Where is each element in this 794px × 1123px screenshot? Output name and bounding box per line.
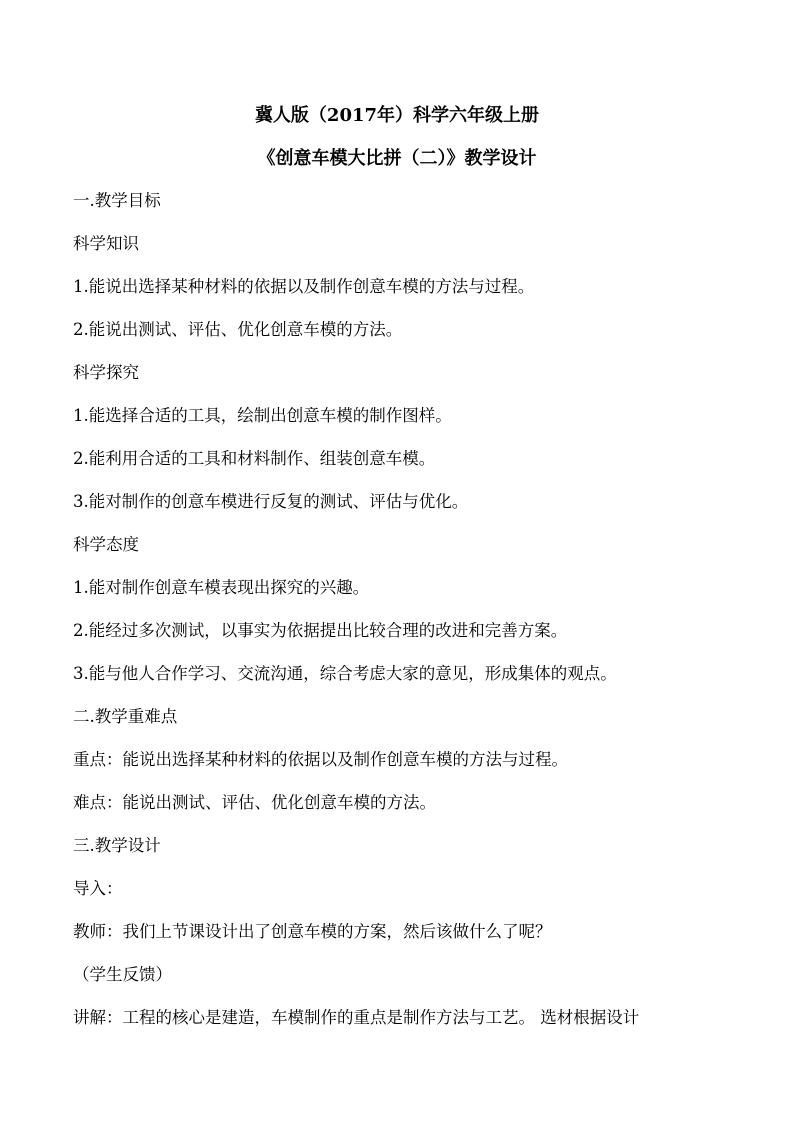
subheading-knowledge: 科学知识 — [73, 234, 139, 253]
paragraph-line: 2.能经过多次测试，以事实为依据提出比较合理的改进和完善方案。 — [73, 621, 568, 640]
paragraph-line: 2.能利用合适的工具和材料制作、组装创意车模。 — [73, 449, 436, 468]
paragraph-line: 1.能选择合适的工具，绘制出创意车模的制作图样。 — [73, 406, 452, 425]
paragraph-line: 3.能对制作的创意车模进行反复的测试、评估与优化。 — [73, 492, 469, 511]
paragraph-line: 2.能说出测试、评估、优化创意车模的方法。 — [73, 320, 403, 339]
paragraph-line: 讲解：工程的核心是建造，车模制作的重点是制作方法与工艺。 选材根据设计 — [73, 1008, 640, 1027]
paragraph-line: 重点：能说出选择某种材料的依据以及制作创意车模的方法与过程。 — [73, 750, 568, 769]
document-title-line-2: 《创意车模大比拼（二）》教学设计 — [257, 148, 537, 169]
paragraph-line: 3.能与他人合作学习、交流沟通，综合考虑大家的意见，形成集体的观点。 — [73, 664, 617, 683]
paragraph-line: 导入： — [73, 879, 123, 898]
paragraph-line: 难点：能说出测试、评估、优化创意车模的方法。 — [73, 793, 436, 812]
paragraph-line: 1.能说出选择某种材料的依据以及制作创意车模的方法与过程。 — [73, 277, 535, 296]
subheading-inquiry: 科学探究 — [73, 363, 139, 382]
paragraph-line: 教师：我们上节课设计出了创意车模的方案，然后该做什么了呢？ — [73, 922, 552, 941]
section-heading-design: 三.教学设计 — [73, 836, 161, 855]
paragraph-line: （学生反馈） — [73, 965, 172, 984]
subheading-attitude: 科学态度 — [73, 535, 139, 554]
paragraph-line: 1.能对制作创意车模表现出探究的兴趣。 — [73, 578, 370, 597]
section-heading-key-points: 二.教学重难点 — [73, 707, 178, 726]
section-heading-objectives: 一.教学目标 — [73, 191, 161, 210]
document-title-line-1: 冀人版（2017年）科学六年级上册 — [254, 105, 540, 126]
